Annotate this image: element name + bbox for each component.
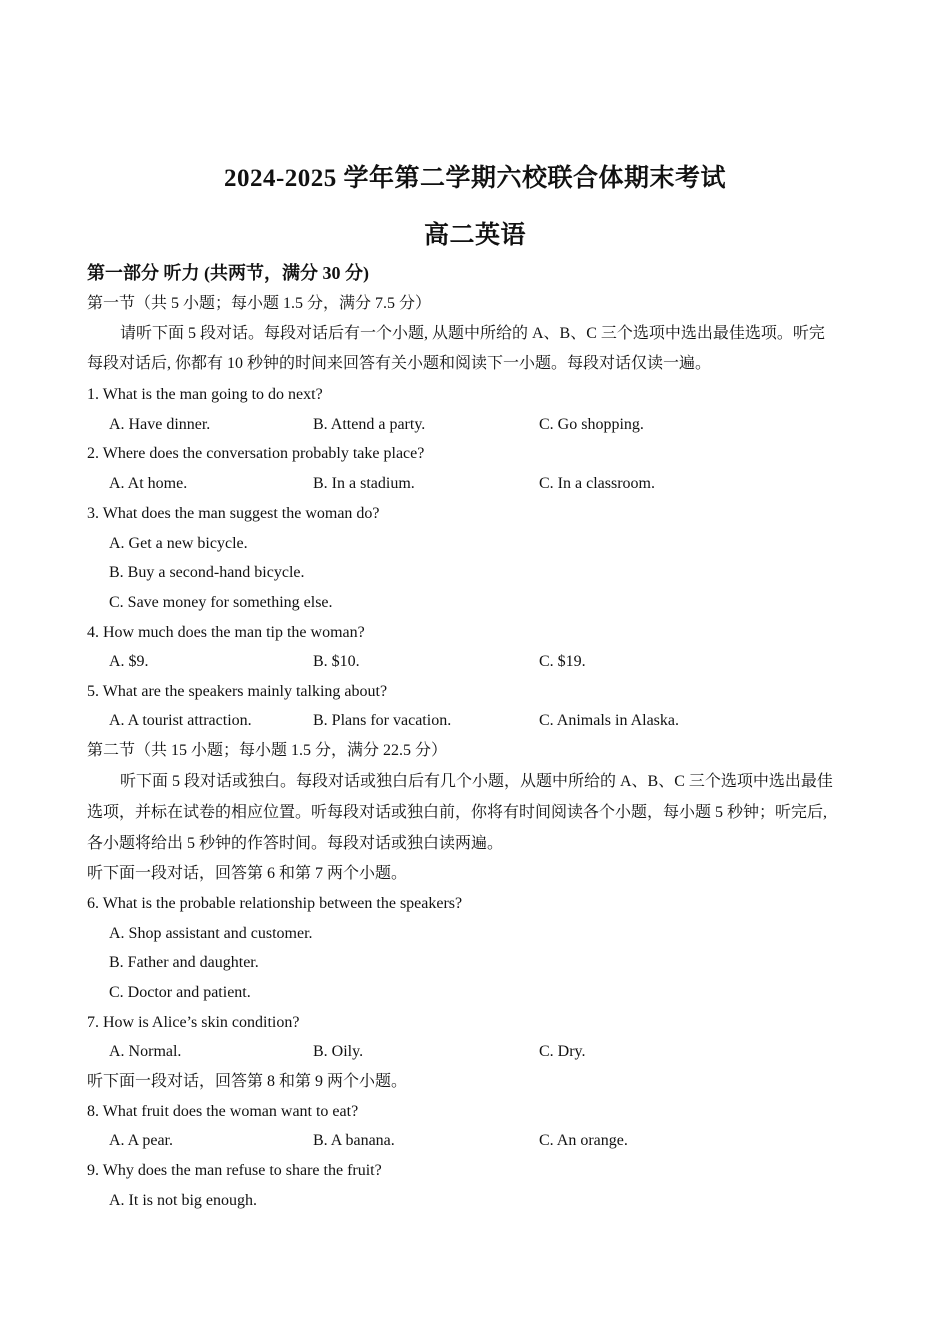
question-6: 6. What is the probable relationship between the speakers? <box>87 895 463 912</box>
group-note-6-7: 听下面一段对话，回答第 6 和第 7 两个小题。 <box>87 865 408 882</box>
option-b: B. Oily. <box>313 1043 364 1060</box>
option-b: B. Father and daughter. <box>109 954 259 971</box>
question-3: 3. What does the man suggest the woman do? <box>87 505 380 522</box>
question-4: 4. How much does the man tip the woman? <box>87 624 365 641</box>
option-b: B. In a stadium. <box>313 475 415 492</box>
option-a: A. Normal. <box>109 1043 182 1060</box>
exam-title: 2024-2025 学年第二学期六校联合体期末考试 <box>223 165 727 192</box>
option-a: A. Have dinner. <box>109 416 211 433</box>
option-a: A. $9. <box>109 653 149 670</box>
question-5: 5. What are the speakers mainly talking about? <box>87 683 388 700</box>
option-b: B. A banana. <box>313 1132 395 1149</box>
option-a: A. Shop assistant and customer. <box>109 925 313 942</box>
section1-instructions: 请听下面 5 段对话。每段对话后有一个小题, 从题中所给的 A、B、C 三个选项中选出最佳选项。听完 <box>120 325 825 342</box>
section2-heading: 第二节（共 15 小题；每小题 1.5 分，满分 22.5 分） <box>87 742 448 759</box>
option-c: C. Go shopping. <box>539 416 644 433</box>
option-a: A. A tourist attraction. <box>109 712 252 729</box>
option-b: B. Attend a party. <box>313 416 426 433</box>
option-a: A. At home. <box>109 475 188 492</box>
option-a: A. It is not big enough. <box>109 1192 257 1209</box>
section2-instructions-cont: 选项，并标在试卷的相应位置。听每段对话或独白前，你将有时间阅读各个小题，每小题 5 秒钟；听完后, <box>87 804 828 821</box>
section1-instructions-cont: 每段对话后, 你都有 10 秒钟的时间来回答有关小题和阅读下一小题。每段对话仅读一遍。 <box>87 355 712 372</box>
group-note-8-9: 听下面一段对话，回答第 8 和第 9 两个小题。 <box>87 1073 408 1090</box>
option-c: C. In a classroom. <box>539 475 655 492</box>
question-8: 8. What fruit does the woman want to eat? <box>87 1103 359 1120</box>
option-b: B. $10. <box>313 653 360 670</box>
question-9: 9. Why does the man refuse to share the fruit? <box>87 1162 382 1179</box>
option-c: C. $19. <box>539 653 586 670</box>
option-c: C. An orange. <box>539 1132 628 1149</box>
question-7: 7. How is Alice’s skin condition? <box>87 1014 300 1031</box>
option-c: C. Save money for something else. <box>109 594 333 611</box>
question-2: 2. Where does the conversation probably take place? <box>87 445 425 462</box>
subject-title: 高二英语 <box>423 222 526 249</box>
question-1: 1. What is the man going to do next? <box>87 386 323 403</box>
part1-heading: 第一部分 听力 (共两节，满分 30 分) <box>87 263 369 283</box>
option-a: A. Get a new bicycle. <box>109 535 248 552</box>
option-c: C. Doctor and patient. <box>109 984 251 1001</box>
section2-instructions: 听下面 5 段对话或独白。每段对话或独白后有几个小题，从题中所给的 A、B、C 三个选项中选出最佳 <box>120 773 833 790</box>
section1-heading: 第一节（共 5 小题；每小题 1.5 分，满分 7.5 分） <box>87 295 432 312</box>
option-b: B. Buy a second-hand bicycle. <box>109 564 305 581</box>
option-a: A. A pear. <box>109 1132 173 1149</box>
section2-instructions-end: 各小题将给出 5 秒钟的作答时间。每段对话或独白读两遍。 <box>87 835 504 852</box>
option-c: C. Dry. <box>539 1043 586 1060</box>
option-c: C. Animals in Alaska. <box>539 712 679 729</box>
option-b: B. Plans for vacation. <box>313 712 452 729</box>
